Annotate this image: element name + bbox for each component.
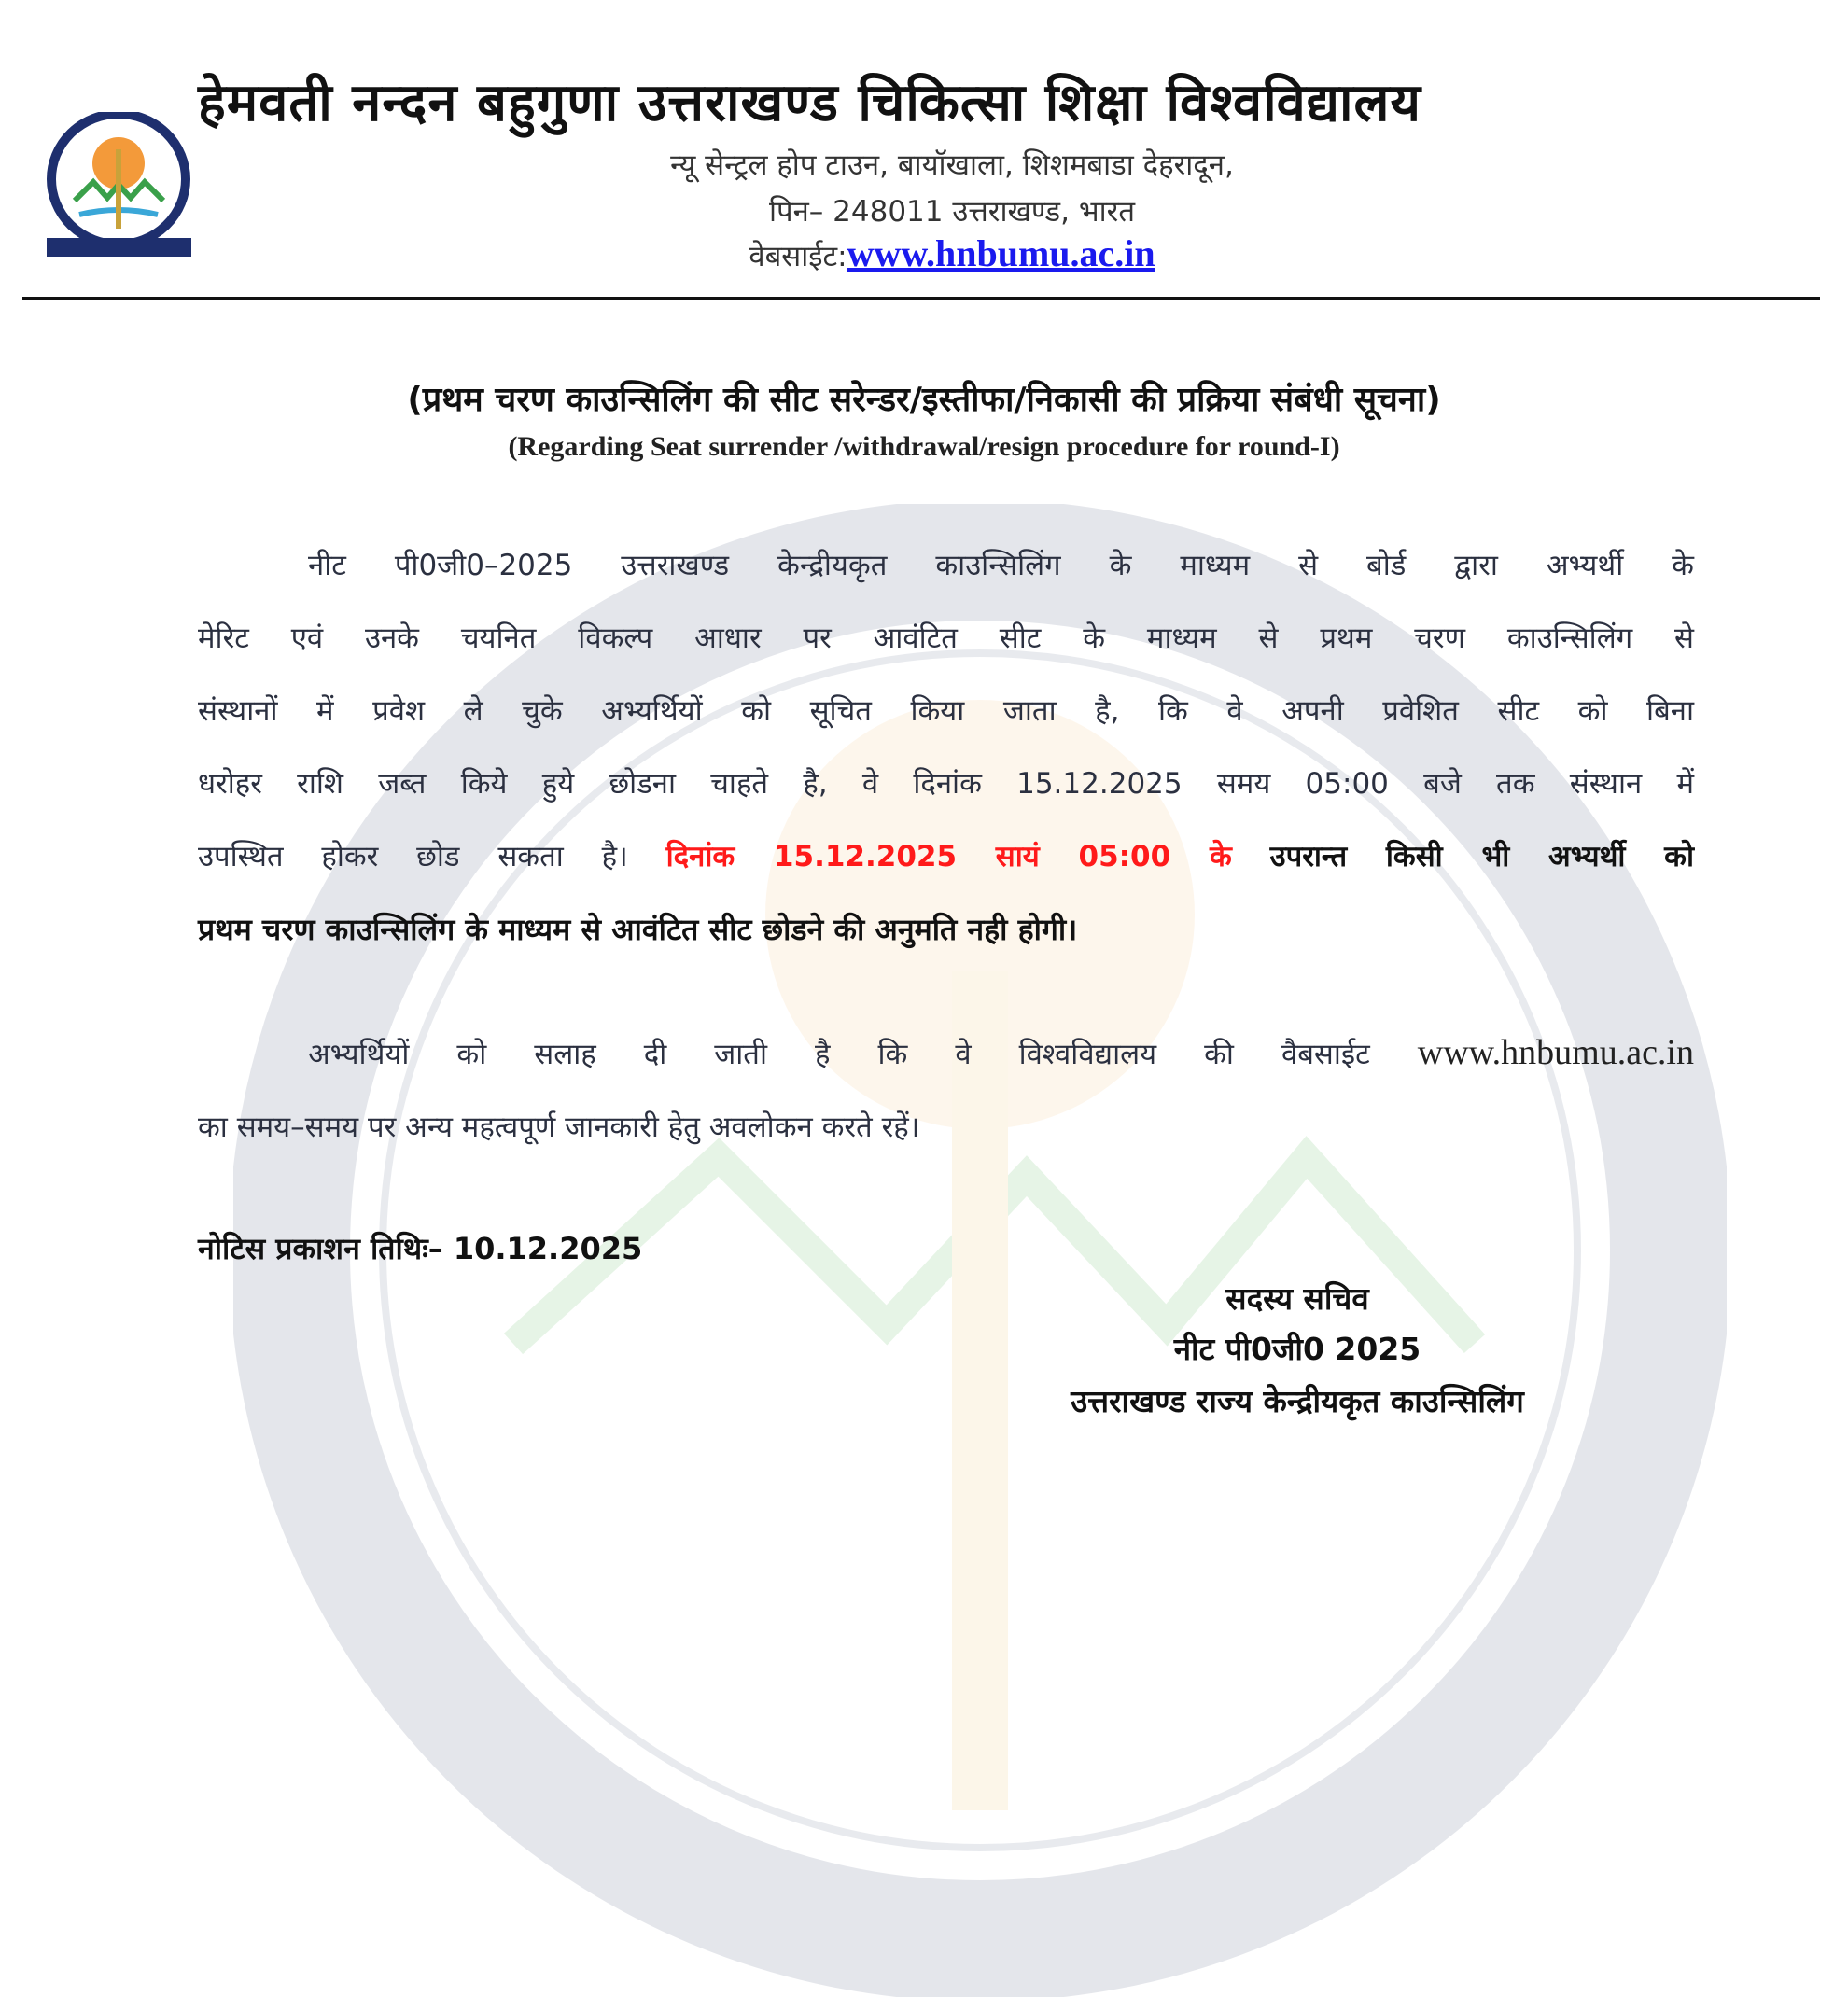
notice-title-hindi: (प्रथम चरण काउन्सिलिंग की सीट सरेन्डर/इस्तीफा/निकासी की प्रक्रिया संबंधी सूचना) bbox=[407, 381, 1441, 419]
signature-designation: सदस्य सचिव bbox=[1225, 1280, 1369, 1317]
para1-text: उपस्थित होकर छोड सकता है। bbox=[198, 840, 628, 873]
para2-text: अभ्यर्थियों को सलाह दी जाती है कि वे विश्वविद्यालय की वैबसाईट bbox=[308, 1038, 1370, 1071]
publish-date: नोटिस प्रकाशन तिथिः– 10.12.2025 bbox=[198, 1231, 643, 1266]
address-line-2: पिन– 248011 उत्तराखण्ड, भारत bbox=[768, 195, 1136, 229]
university-logo bbox=[42, 112, 196, 261]
website-text: www.hnbumu.ac.in bbox=[1417, 1033, 1694, 1072]
para1-line: संस्थानों में प्रवेश ले चुके अभ्यर्थियों को सूचित किया जाता है, कि वे अपनी प्रवेशित सीट को बिना bbox=[198, 694, 1694, 728]
university-name: हेमवती नन्दन बहुगुणा उत्तराखण्ड चिकित्सा शिक्षा विश्वविद्यालय bbox=[198, 73, 1421, 133]
para1-bold-text: उपरान्त किसी भी अभ्यर्थी को bbox=[1269, 840, 1695, 873]
signature-authority: उत्तराखण्ड राज्य केन्द्रीयकृत काउन्सिलिंग bbox=[1071, 1383, 1524, 1419]
address-line-1: न्यू सेन्ट्रल होप टाउन, बायॉखाला, शिशमबाडा देहरादून, bbox=[670, 148, 1234, 182]
notice-title-english: (Regarding Seat surrender /withdrawal/resign procedure for round-I) bbox=[508, 431, 1340, 462]
para1-bold-line: प्रथम चरण काउन्सिलिंग के माध्यम से आवंटित सीट छोडने की अनुमति नही होगी। bbox=[198, 912, 1078, 947]
header-divider bbox=[22, 297, 1820, 300]
para1-line: नीट पी0जी0–2025 उत्तराखण्ड केन्द्रीयकृत काउन्सिलिंग के माध्यम से बोर्ड द्वारा अभ्यर्थी के bbox=[308, 549, 1694, 582]
deadline-highlight: दिनांक 15.12.2025 सायं 05:00 के bbox=[665, 840, 1232, 873]
para1-line: धरोहर राशि जब्त किये हुये छोडना चाहते है, वे दिनांक 15.12.2025 समय 05:00 बजे तक संस्थान में bbox=[198, 767, 1694, 801]
website-link[interactable]: www.hnbumu.ac.in bbox=[847, 232, 1155, 274]
para1-line: मेरिट एवं उनके चयनित विकल्प आधार पर आवंटित सीट के माध्यम से प्रथम चरण काउन्सिलिंग से bbox=[198, 621, 1694, 655]
website-line bbox=[467, 231, 1437, 275]
para1-line bbox=[198, 836, 1694, 875]
signature-exam: नीट पी0जी0 2025 bbox=[1173, 1331, 1421, 1367]
website-label: वेबसाईट: bbox=[749, 240, 847, 273]
para2-line bbox=[198, 1032, 1694, 1073]
para2-line: का समय–समय पर अन्य महत्वपूर्ण जानकारी हेतु अवलोकन करते रहें। bbox=[198, 1110, 920, 1144]
